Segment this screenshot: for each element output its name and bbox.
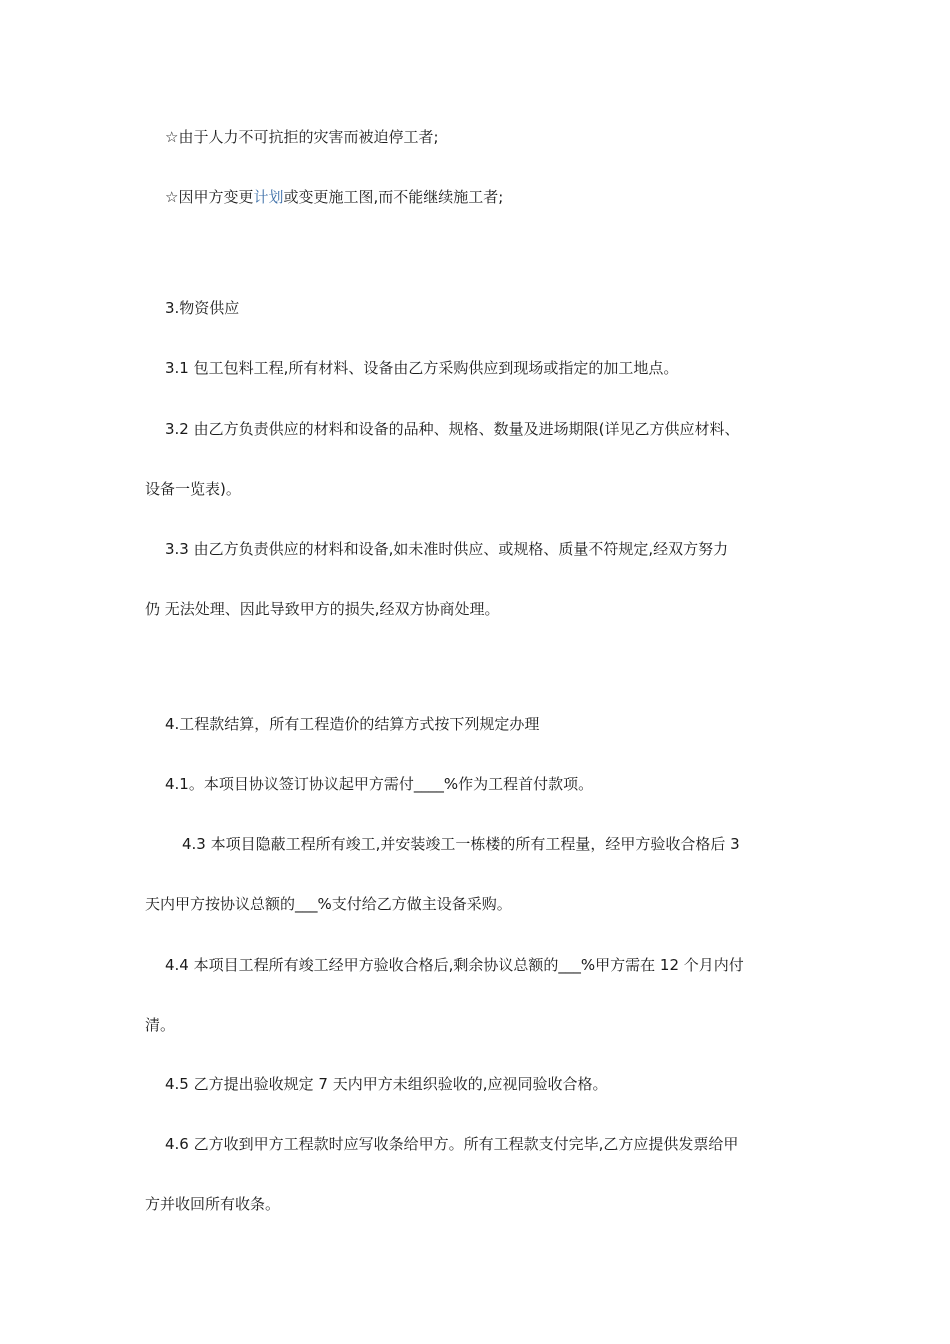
clause-3-2-line1: 3.2 由乙方负责供应的材料和设备的品种、规格、数量及进场期限(详见乙方供应材料、 [165,420,740,438]
section-4-heading: 4.工程款结算，所有工程造价的结算方式按下列规定办理 [165,715,540,733]
clause-4-3-line1: 4.3 本项目隐蔽工程所有竣工,并安装竣工一栋楼的所有工程量，经甲方验收合格后 3 [182,835,740,853]
clause-3-1: 3.1 包工包料工程,所有材料、设备由乙方采购供应到现场或指定的加工地点。 [165,359,679,377]
section-3-heading: 3.物资供应 [165,299,240,317]
clause-4-6-line2: 方并收回所有收条。 [145,1195,281,1213]
clause-3-2-line2: 设备一览表)。 [145,480,241,498]
clause-3-3-line1: 3.3 由乙方负责供应的材料和设备,如未准时供应、或规格、质量不符规定,经双方努力 [165,540,729,558]
clause-4-5: 4.5 乙方提出验收规定 7 天内甲方未组织验收的,应视同验收合格。 [165,1075,608,1093]
clause-3-3-line2: 仍 无法处理、因此导致甲方的损失,经双方协商处理。 [145,600,500,618]
clause-4-4-line2: 清。 [145,1016,176,1034]
clause-4-4-line1: 4.4 本项目工程所有竣工经甲方验收合格后,剩余协议总额的___%甲方需在 12 个月内付 [165,956,744,974]
plan-link[interactable]: 计划 [253,188,284,206]
clause-4-1: 4.1。本项目协议签订协议起甲方需付____%作为工程首付款项。 [165,775,594,793]
clause-4-6-line1: 4.6 乙方收到甲方工程款时应写收条给甲方。所有工程款支付完毕,乙方应提供发票给甲 [165,1135,739,1153]
bullet-plan-change-pre: ☆因甲方变更 [165,188,254,206]
clause-4-3-line2: 天内甲方按协议总额的___%支付给乙方做主设备采购。 [145,895,512,913]
bullet-plan-change-post: 或变更施工图,而不能继续施工者; [283,188,504,206]
bullet-plan-change [165,187,830,207]
bullet-force-majeure: ☆由于人力不可抗拒的灾害而被迫停工者; [165,128,439,146]
